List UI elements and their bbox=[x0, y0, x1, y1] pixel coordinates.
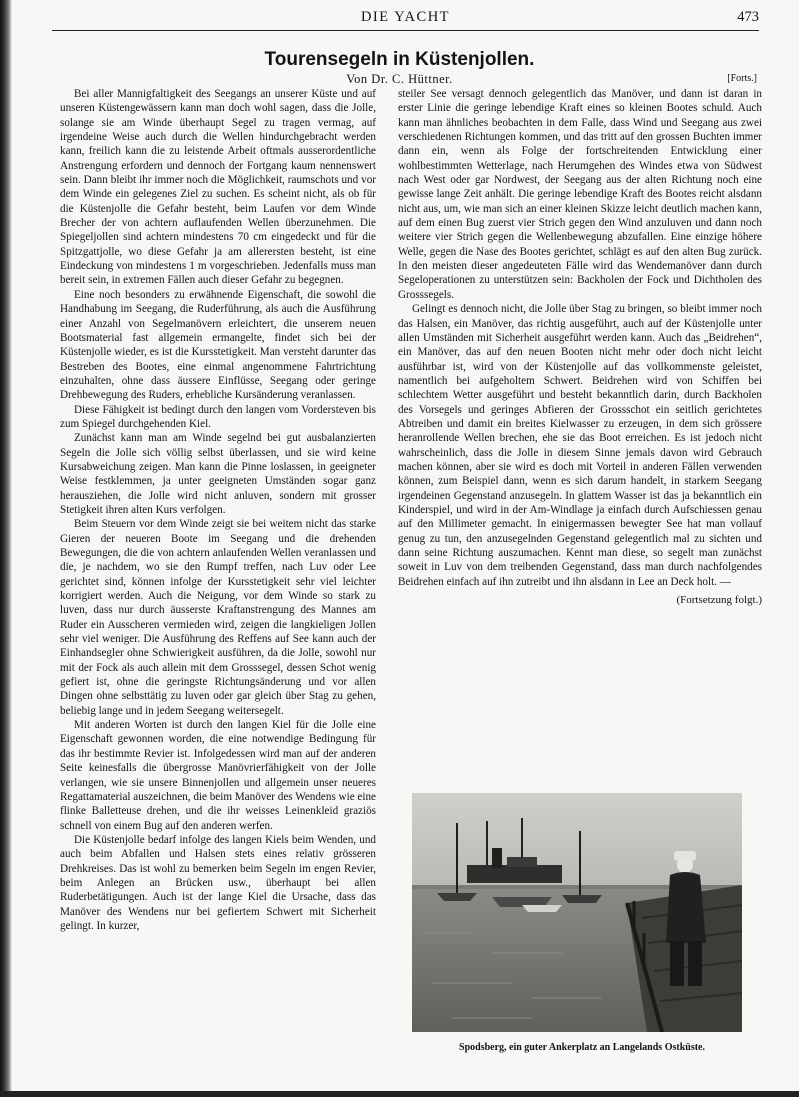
paragraph: Zunächst kann man am Winde segelnd bei gut ausbalanzierten Segeln die Jolle sich völlig selbst überlassen, und sie wird keine Kursabweichung zeigen. Man kann die Pinne loslassen, in geeigneter Weise festklemmen, ja unter geeigneten Umständen sogar ganz herausziehen, die Jolle wird nicht anluven, sondern mit grosser Stetigkeit ihren alten Kurs verfolgen. bbox=[60, 432, 376, 516]
photo-caption: Spodsberg, ein guter Ankerplatz an Langelands Ostküste. bbox=[459, 1042, 705, 1053]
paragraph: Bei aller Mannigfaltigkeit des Seegangs an unserer Küste und auf unseren Küstengewässern kann man doch wohl sagen, dass die Jolle, solange sie am Winde überhaupt Segel zu tragen vermag, auf irgendeine Weise auch durch die Wellen hindurchgebracht werden kann, freilich kann die zu leistende Arbeit oftmals ausserordentliche Anstrengung erfordern und dennoch der Fortgang kaum nennenswert sein. Dann bleibt ihr immer noch die Möglichkeit, raumschots und vor dem Winde ein gelegenes Ziel zu suchen. Es scheint nicht, als ob für die Küstenjolle die Gefahr besteht, beim Laufen vor dem Winde Brecher der von achtern auflaufenden Wellen überzunehmen. Die Spiegeljollen sind achtern mindestens 70 cm eingedeckt und für die Spitzgattjolle, wo diese Gefahr ja am allerersten besteht, ist eine Eindeckung von mindestens 1 m vorgeschrieben. Jedenfalls muss man bereit sein, in extremen Fällen auch dieser Gefahr zu begegnen. bbox=[60, 88, 376, 287]
journal-title: DIE YACHT bbox=[360, 9, 451, 25]
header-rule bbox=[52, 30, 759, 31]
harbor-photograph bbox=[412, 793, 742, 1032]
paragraph: Mit anderen Worten ist durch den langen Kiel für die Jolle eine Eigenschaft gewonnen worden, die eine notwendige Bedingung für das ihr bestimmte Revier ist. Infolgedessen wird man auf der anderen Seite keinesfalls die übergrosse Manövrierfähigkeit von der Jolle verlangen, wie sie unsere Binnenjollen und allgemein unser neueres Regattamaterial auszeichnen, die beim Manöver des Wendens wie eine flinke Balletteuse drehen, und die ihr weisses Leinenkleid graziös schnell von einem Bug auf den anderen werfen. bbox=[60, 719, 376, 832]
harbor-photo-illustration bbox=[412, 793, 742, 1032]
running-header bbox=[52, 9, 759, 29]
paragraph: Gelingt es dennoch nicht, die Jolle über Stag zu bringen, so bleibt immer noch das Halsen, ein Manöver, das richtig ausgeführt, auch auf der Küstenjolle unter allen Umständen mit Sicherheit ausgeführt werden kann. Auch das „Beidrehen“, ein Manöver, das auf den neuen Booten nicht mehr oder doch nicht leicht ausführbar ist, wird von der Küstenjolle auf das vollkommenste geleistet, namentlich bei aufgeholtem Schwert. Beidrehen wird von Schiffen bei schlechtem Wetter ausgeführt und besteht bekanntlich darin, durch Backholen des Vorsegels und geringes Abfieren der Grossschot ein seitlich gerichtetes Abtreiben und damit ein breites Kielwasser zu erzeugen, in dem sich grössere heranrollende Wellen brechen, ehe sie das Boot erreichen. Es ist jedoch nicht wahrscheinlich, dass die Jolle in diesem Sinne jemals davon wird Gebrauch machen können, aber sie wird es doch mit Vorteil in anderen Fällen verwenden können, zum Beispiel dann, wenn es sich darum handelt, in starkem Seegang irgendeinen Gegenstand anzusegeln. In glattem Wasser ist das ja bekanntlich ein Kinderspiel, und wird in der Am-Windlage ja einfach durch Aufschiessen genau auf den Millimeter gemacht. In einigermassen bewegter See hat man vollauf genug zu tun, den anzusegelnden Gegenstand gelegentlich mal zu sichten und dann seine Richtung auszumachen. Kennt man diese, so segelt man zunächst soweit in Luv von dem treibenden Gegenstand, dass man durch nachfolgendes Beidrehen einfach auf ihn zutreibt und ihn alsdann in Lee an Deck holt. — bbox=[398, 303, 762, 588]
left-column bbox=[60, 87, 376, 1064]
paragraph: Diese Fähigkeit ist bedingt durch den langen vom Vordersteven bis zum Spiegel durchgehenden Kiel. bbox=[60, 403, 376, 430]
paragraph: steiler See versagt dennoch gelegentlich das Manöver, und dann ist daran in erster Linie die geringe lebendige Kraft eines so kleinen Bootes schuld. Auch kann man ähnliches beobachten in dem Falle, dass Wind und Seegang aus zwei verschiedenen Richtungen kommen, und das tritt auf den grossen Buchten immer dann ein, wenn als Folge der fortschreitenden Entwicklung einer wohlbestimmten Wetterlage, nach Herumgehen des Windes etwa von Südwest nach West oder gar Nordwest, der Seegang aus der alten Richtung noch eine gewisse lange Zeit anhält. Die geringe lebendige Kraft des Bootes reicht alsdann nicht aus, um, wie man sich an einer kleinen Skizze leicht deutlich machen kann, auf dem einen Bug zuerst vier Strich gegen den Wind anzuluven und dann noch weitere vier Strich gegen die Wellenbewegung abzufallen. Eine einzige höhere Welle, gegen die Nase des Bootes gerichtet, schlägt es auf den alten Bug zurück. In den meisten dieser angedeuteten Fälle wird das Wendemanöver dann durch Segeloperationen zu unterstützen sein: Backholen der Fock und Dichtholen des Grosssegels. bbox=[398, 88, 762, 301]
continued-mark: [Forts.] bbox=[727, 73, 757, 84]
right-column bbox=[398, 87, 762, 767]
article-title: Tourensegeln in Küstenjollen. bbox=[264, 49, 535, 70]
paragraph: Beim Steuern vor dem Winde zeigt sie bei weitem nicht das starke Gieren der neueren Boote im Seegang und die drehenden Bewegungen, die die von achtern anlaufenden Wellen veranlassen und die, je nachdem, wo sie den Rumpf treffen, nach Luv oder Lee gerichtet sind, können infolge der Kursstetigkeit sehr viel leichter korrigiert werden. Auch die Neigung, vor dem Winde so stark zu luven, dass nur durch äusserste Kraftanstrengung des Mannes am Ruder ein Ausscheren vermieden wird, zeigen die langkieligen Jollen sehr viel weniger. Die Ausführung des Reffens auf See kann auch der Einhandsegler ohne Schwierigkeit ausführen, da die Jolle, sowohl nur mit der Fock als auch allein mit dem Grosssegel, dessen Schot wenig gefiert ist, ohne die geringste Richtungsänderung und vor allen Dingen ohne selbsttätig zu luven oder gar gleich über Stag zu gehen, beliebig lange und in jedem Seegang weitersegelt. bbox=[60, 518, 376, 717]
continuation-note: (Fortsetzung folgt.) bbox=[676, 594, 762, 607]
page-binding-edge bbox=[0, 0, 12, 1097]
page-number: 473 bbox=[737, 9, 759, 25]
scan-bottom-edge bbox=[0, 1091, 799, 1097]
article-byline: Von Dr. C. Hüttner. bbox=[346, 72, 453, 86]
paragraph: Eine noch besonders zu erwähnende Eigenschaft, die sowohl die Handhabung im Seegang, die Ruderführung, als auch die Ausführung einer Anzahl von Segelmanövern erleichtert, die unserem neuen Bootsmaterial fast allgemein ermangelte, findet sich bei der Küstenjolle wieder, es ist die Kursstetigkeit. Man versteht darunter das Bestreben des Bootes, eine einmal angenommene Fahrtrichtung einzuhalten, ohne dass äussere Einflüsse, Seegang oder geringe Drehbewegung des Ruders, erhebliche Kursänderung veranlassen. bbox=[60, 288, 376, 402]
paragraph: Die Küstenjolle bedarf infolge des langen Kiels beim Wenden, und auch beim Abfallen und Halsen stets eines relativ grösseren Drehkreises. Das ist wohl zu bemerken beim Segeln im engen Revier, beim Anlegen an Brücken usw., überhaupt bei allen Ruderbetätigungen. Auch ist der lange Kiel die Ursache, dass das Manöver des Wendens nur bei gefiertem Schwert mit Sicherheit gelingt. In kurzer, bbox=[60, 833, 376, 932]
